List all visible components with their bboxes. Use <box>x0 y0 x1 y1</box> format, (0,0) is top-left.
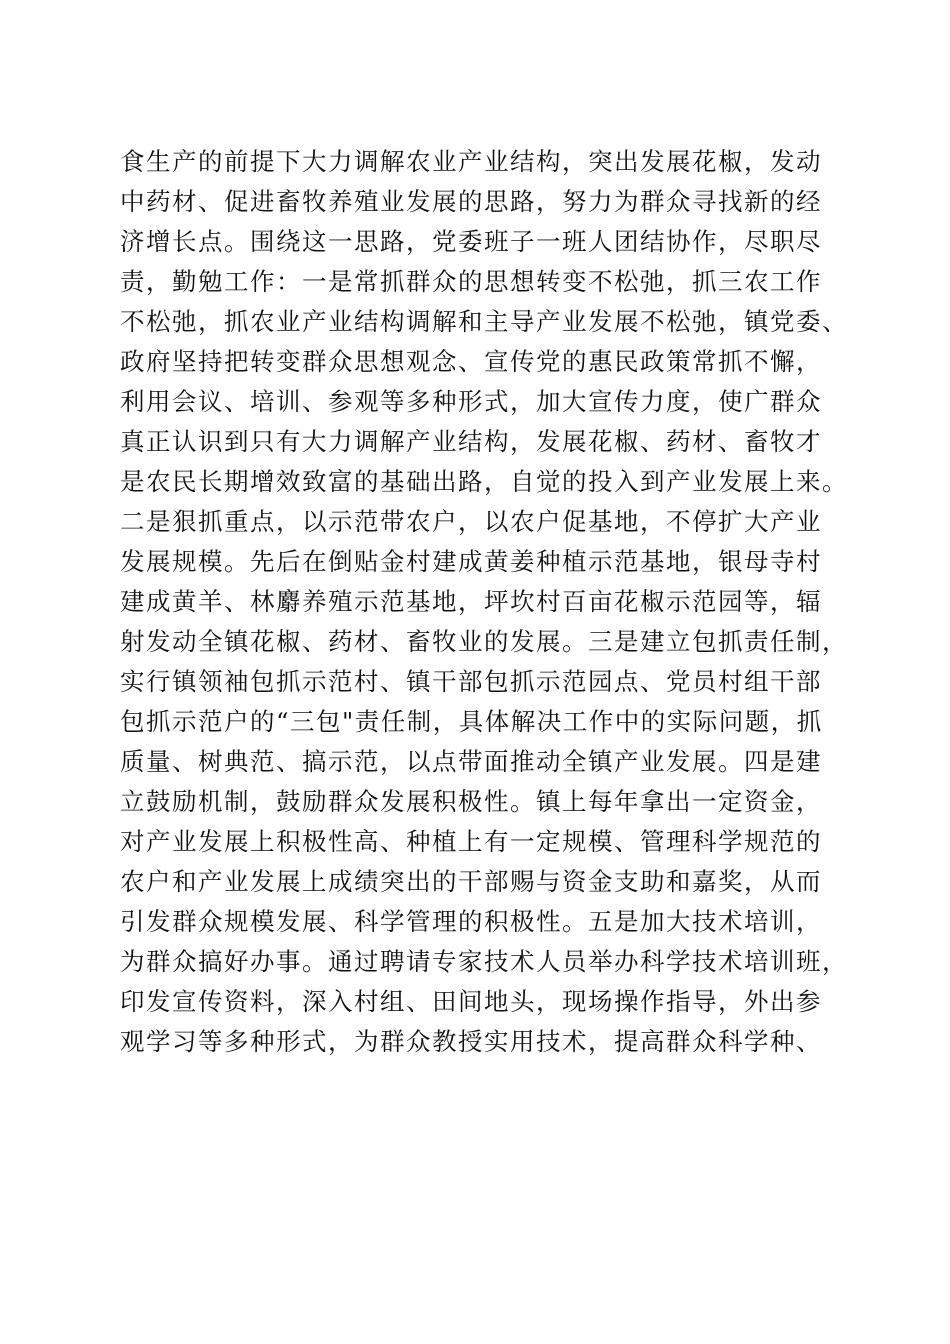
text-line: 中药材、促进畜牧养殖业发展的思路，努力为群众寻找新的经 <box>120 187 822 216</box>
text-line: 引发群众规模发展、科学管理的积极性。五是加大技术培训， <box>120 907 822 936</box>
text-line: 射发动全镇花椒、药材、畜牧业的发展。三是建立包抓责任制， <box>120 627 848 656</box>
text-line: 是农民长期增效致富的基础出路，自觉的投入到产业发展上来。 <box>120 467 848 496</box>
text-line: 立鼓励机制，鼓励群众发展积极性。镇上每年拿出一定资金， <box>120 787 822 816</box>
text-line: 农户和产业发展上成绩突出的干部赐与资金支助和嘉奖，从而 <box>120 867 822 896</box>
body-text <box>120 142 860 1062</box>
text-line: 责，勤勉工作：一是常抓群众的思想转变不松弛，抓三农工作 <box>120 267 822 296</box>
text-line: 建成黄羊、林麝养殖示范基地，坪坎村百亩花椒示范园等，辐 <box>120 587 822 616</box>
text-line: 质量、树典范、搞示范，以点带面推动全镇产业发展。四是建 <box>120 747 822 776</box>
text-line: 济增长点。围绕这一思路，党委班子一班人团结协作，尽职尽 <box>120 227 822 256</box>
text-line: 发展规模。先后在倒贴金村建成黄姜种植示范基地，银母寺村 <box>120 547 822 576</box>
text-line: 真正认识到只有大力调解产业结构，发展花椒、药材、畜牧才 <box>120 427 822 456</box>
text-line: 为群众搞好办事。通过聘请专家技术人员举办科学技术培训班， <box>120 947 848 976</box>
text-line: 印发宣传资料，深入村组、田间地头，现场操作指导，外出参 <box>120 987 822 1016</box>
text-line: 食生产的前提下大力调解农业产业结构，突出发展花椒，发动 <box>120 147 822 176</box>
text-line: 实行镇领袖包抓示范村、镇干部包抓示范园点、党员村组干部 <box>120 667 822 696</box>
text-line: 二是狠抓重点，以示范带农户，以农户促基地，不停扩大产业 <box>120 507 822 536</box>
text-line: 对产业发展上积极性高、种植上有一定规模、管理科学规范的 <box>120 827 822 856</box>
text-line: 包抓示范户的“三包"责任制，具体解决工作中的实际问题，抓 <box>120 707 823 736</box>
text-line: 利用会议、培训、参观等多种形式，加大宣传力度，使广群众 <box>120 387 822 416</box>
text-line: 不松弛，抓农业产业结构调解和主导产业发展不松弛，镇党委、 <box>120 307 848 336</box>
text-line: 观学习等多种形式，为群众教授实用技术，提高群众科学种、 <box>120 1027 822 1056</box>
text-line: 政府坚持把转变群众思想观念、宣传党的惠民政策常抓不懈， <box>120 347 822 376</box>
